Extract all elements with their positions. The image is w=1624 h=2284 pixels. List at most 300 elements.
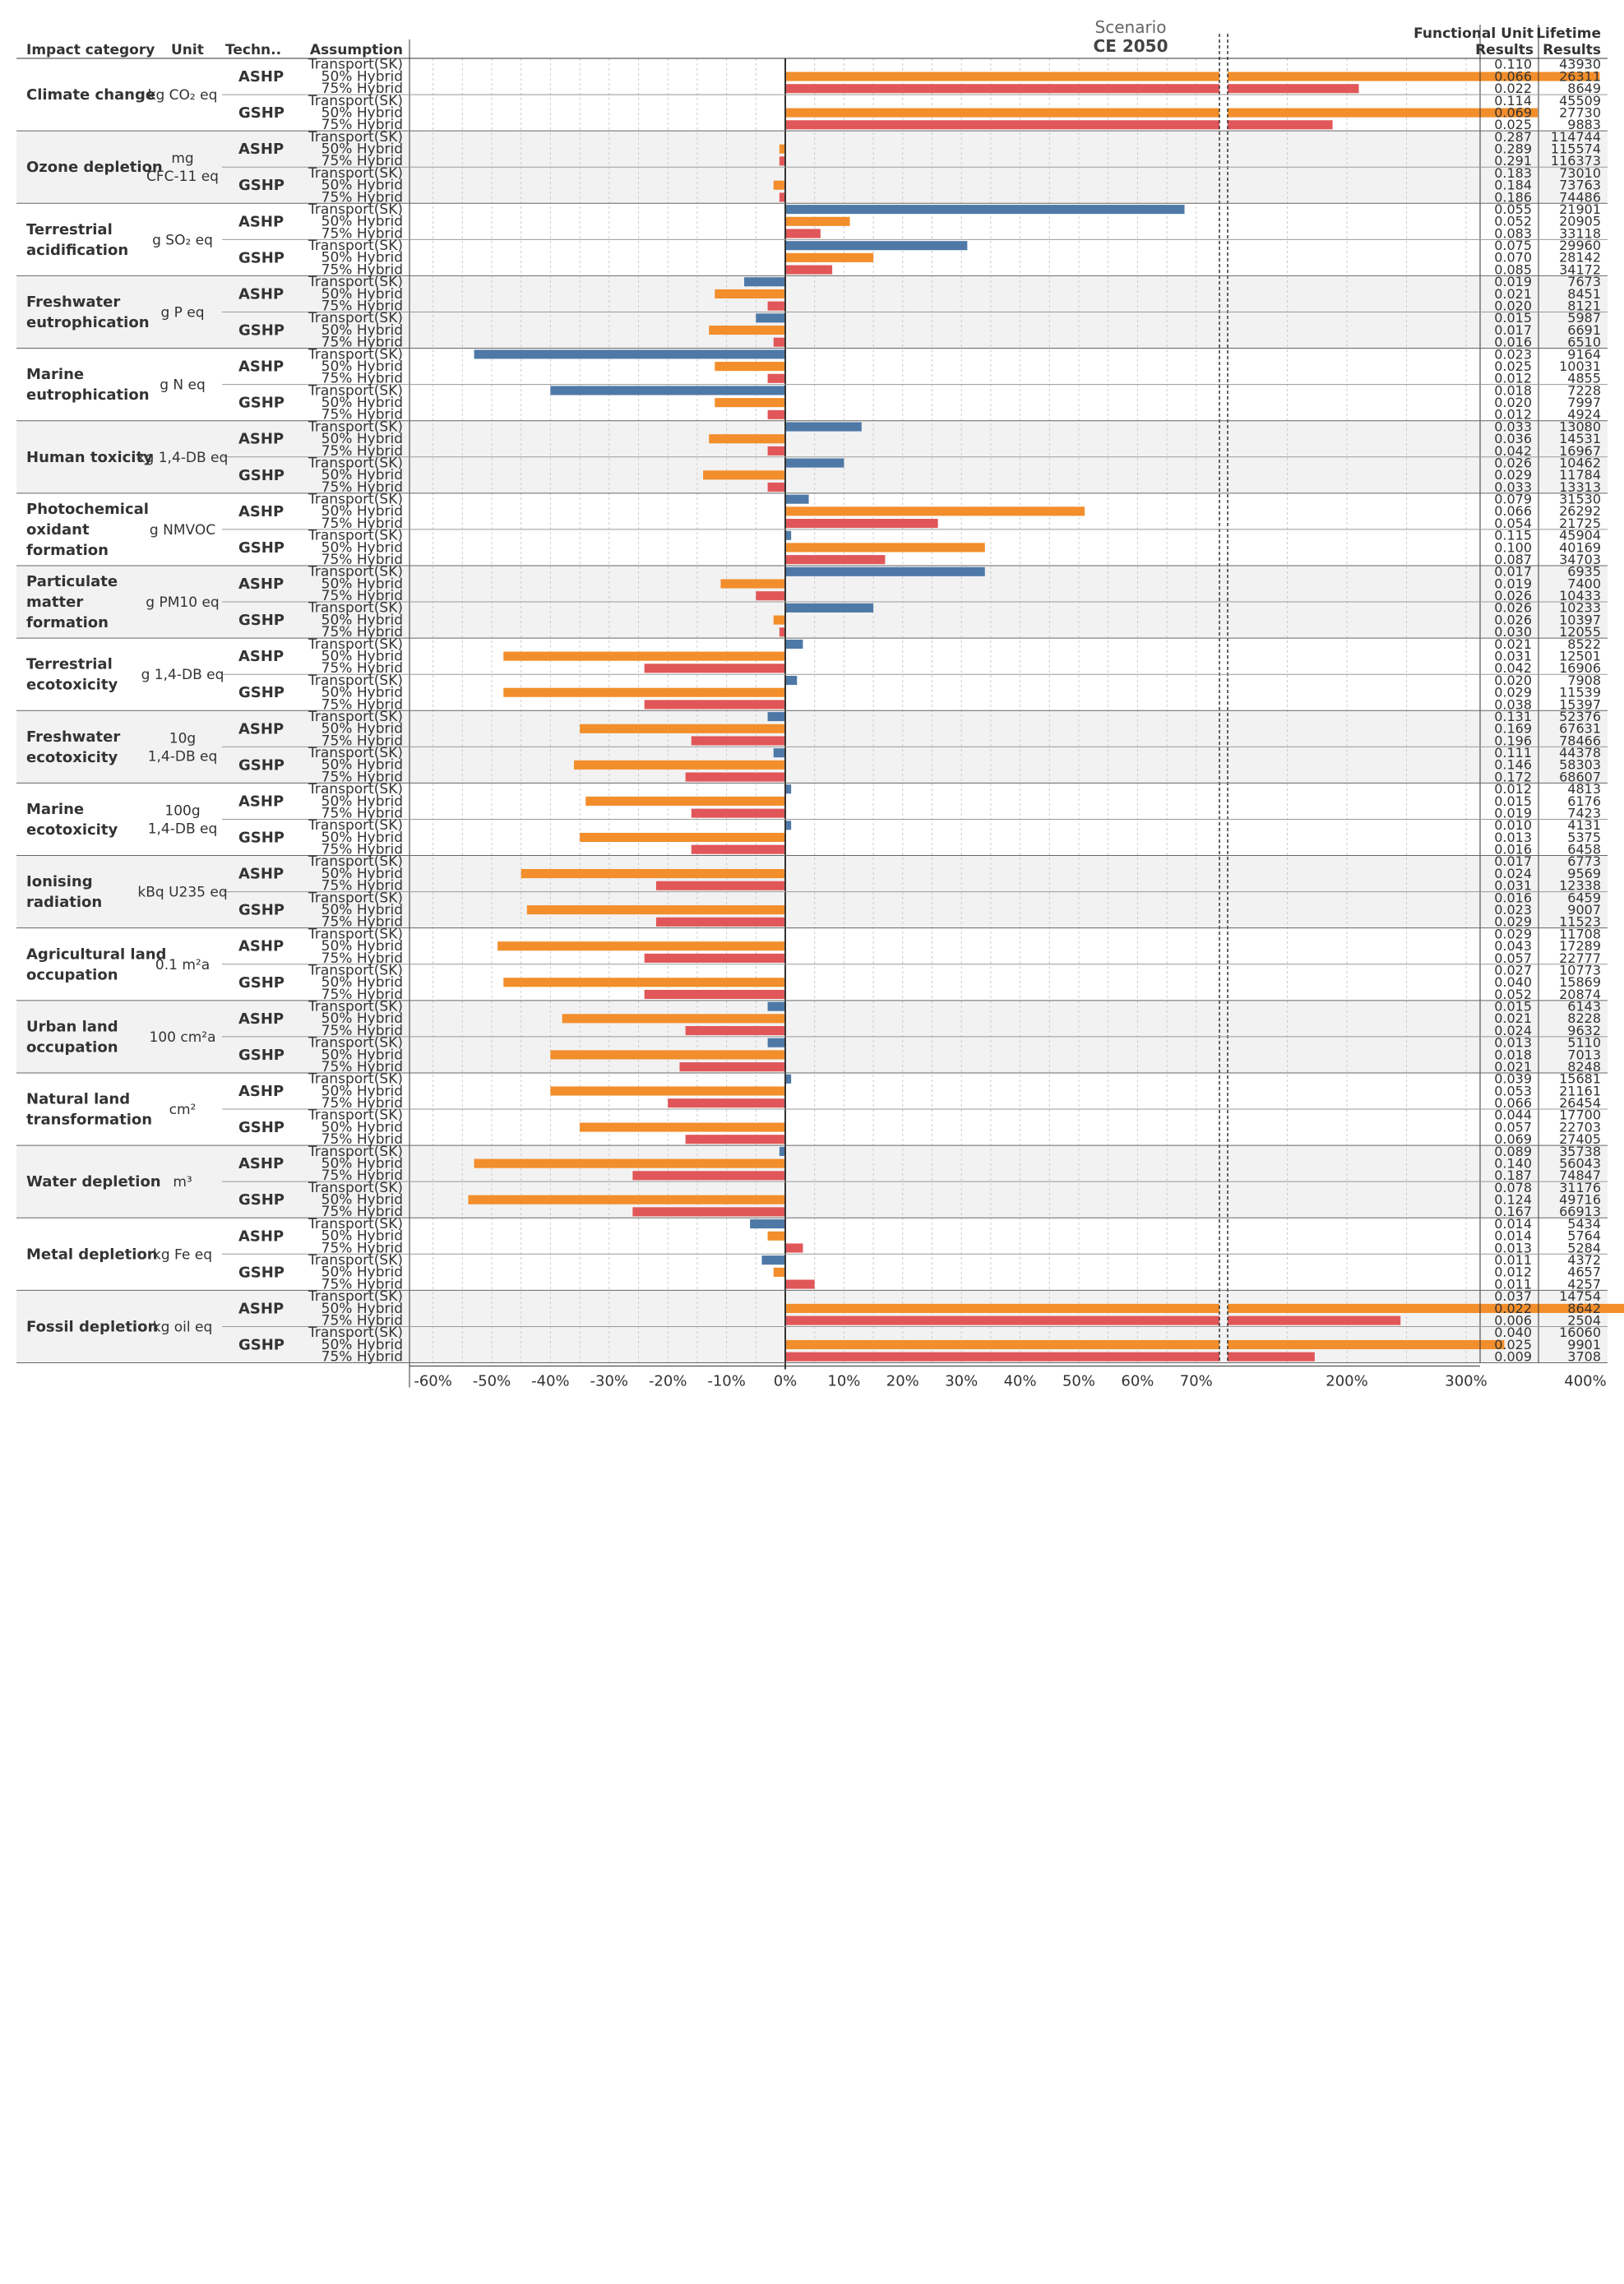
assumption-label: 75% Hybrid: [321, 841, 403, 858]
bar: [686, 1135, 785, 1144]
category-unit: 100g: [164, 802, 201, 820]
assumption-label: Transport(SK): [308, 926, 403, 943]
assumption-label: 50% Hybrid: [321, 1083, 403, 1100]
header-functional-unit-1: Functional Unit: [1413, 25, 1534, 42]
lifetime-value: 58303: [1559, 756, 1601, 773]
lifetime-value: 4924: [1567, 406, 1601, 423]
assumption-label: 50% Hybrid: [321, 358, 403, 375]
assumption-label: 50% Hybrid: [321, 1010, 403, 1028]
functional-unit-value: 0.014: [1494, 1228, 1532, 1244]
header-lifetime-1: Lifetime: [1536, 25, 1601, 42]
lifetime-value: 5987: [1567, 310, 1601, 326]
lifetime-value: 11539: [1559, 684, 1601, 700]
bar: [527, 905, 785, 914]
category-name: eutrophication: [26, 386, 150, 405]
lifetime-value: 10773: [1559, 962, 1601, 978]
category-name: eutrophication: [26, 313, 150, 331]
assumption-label: 75% Hybrid: [321, 515, 403, 532]
category-name: Freshwater: [26, 728, 121, 746]
assumption-label: 50% Hybrid: [321, 938, 403, 955]
technology-label: ASHP: [238, 502, 285, 520]
assumption-label: Transport(SK): [308, 1179, 403, 1196]
bar: [785, 266, 832, 275]
lifetime-value: 11784: [1559, 467, 1601, 483]
assumption-label: Transport(SK): [308, 164, 403, 182]
assumption-label: 75% Hybrid: [321, 1240, 403, 1257]
lifetime-value: 4257: [1567, 1276, 1601, 1292]
lifetime-value: 6935: [1567, 563, 1601, 580]
assumption-label: 50% Hybrid: [321, 1047, 403, 1064]
bar: [632, 1207, 785, 1216]
bar: [774, 748, 785, 757]
lifetime-value: 52376: [1559, 708, 1601, 724]
functional-unit-value: 0.019: [1494, 805, 1532, 821]
assumption-label: Transport(SK): [308, 1107, 403, 1124]
functional-unit-value: 0.111: [1494, 745, 1532, 761]
lifetime-value: 4813: [1567, 781, 1601, 798]
bar: [580, 1123, 785, 1132]
lifetime-value: 16967: [1559, 442, 1601, 459]
scenario-label: Scenario: [1094, 17, 1167, 37]
lifetime-value: 78466: [1559, 733, 1601, 749]
lifetime-value: 29960: [1559, 238, 1601, 254]
lifetime-value: 44378: [1559, 745, 1601, 761]
technology-label: ASHP: [238, 1300, 285, 1318]
category-unit: g 1,4-DB eq: [141, 667, 224, 684]
assumption-label: 75% Hybrid: [321, 769, 403, 786]
bar: [785, 495, 809, 504]
lifetime-value: 2504: [1567, 1312, 1601, 1329]
lifetime-value: 9164: [1567, 346, 1601, 363]
technology-label: ASHP: [238, 865, 285, 883]
functional-unit-value: 0.010: [1494, 817, 1532, 834]
bar: [785, 555, 885, 564]
technology-label: GSHP: [238, 1191, 285, 1209]
lifetime-value: 114744: [1550, 128, 1601, 145]
technology-label: ASHP: [238, 285, 285, 303]
functional-unit-value: 0.066: [1494, 68, 1532, 85]
category-name: Metal depletion: [26, 1246, 158, 1264]
bar: [715, 289, 785, 298]
assumption-label: Transport(SK): [308, 672, 403, 689]
functional-unit-value: 0.052: [1494, 213, 1532, 229]
functional-unit-value: 0.012: [1494, 1264, 1532, 1280]
lifetime-value: 13080: [1559, 418, 1601, 435]
x-tick-label: 70%: [1179, 1372, 1213, 1390]
bar: [703, 470, 785, 479]
functional-unit-value: 0.069: [1494, 1131, 1532, 1148]
bar: [656, 881, 785, 890]
functional-unit-value: 0.013: [1494, 1240, 1532, 1256]
assumption-label: 75% Hybrid: [321, 696, 403, 714]
bar: [785, 241, 967, 250]
x-tick-label: 60%: [1121, 1372, 1154, 1390]
assumption-label: Transport(SK): [308, 527, 403, 544]
category-name: formation: [26, 541, 109, 559]
assumption-label: 75% Hybrid: [321, 551, 403, 568]
lifetime-value: 26292: [1559, 503, 1601, 520]
bar: [715, 362, 785, 371]
category-unit: 1,4-DB eq: [147, 748, 218, 765]
lifetime-value: 35738: [1559, 1143, 1601, 1159]
category-name: formation: [26, 614, 109, 632]
lifetime-value: 8451: [1567, 285, 1601, 302]
lifetime-value: 15397: [1559, 696, 1601, 713]
functional-unit-value: 0.022: [1494, 1300, 1532, 1316]
bar: [550, 1050, 785, 1059]
technology-label: ASHP: [238, 213, 285, 231]
assumption-label: 75% Hybrid: [321, 334, 403, 351]
bar: [785, 205, 1185, 214]
bar: [785, 459, 844, 468]
category-unit: g P eq: [160, 304, 205, 321]
bar: [785, 519, 938, 528]
lifetime-value: 10397: [1559, 612, 1601, 628]
lifetime-value: 20905: [1559, 213, 1601, 229]
lifetime-value: 74486: [1559, 189, 1601, 206]
lifetime-value: 26454: [1559, 1095, 1601, 1112]
category-name: Human toxicity: [26, 448, 153, 466]
category-unit: mg: [171, 150, 194, 168]
bar: [497, 941, 785, 950]
functional-unit-value: 0.017: [1494, 321, 1532, 338]
assumption-label: 75% Hybrid: [321, 1348, 403, 1366]
x-tick-label: 400%: [1564, 1372, 1607, 1390]
functional-unit-value: 0.023: [1494, 346, 1532, 363]
lifetime-value: 116373: [1550, 153, 1601, 169]
bar: [1228, 109, 1538, 118]
functional-unit-value: 0.026: [1494, 599, 1532, 616]
assumption-label: 75% Hybrid: [321, 189, 403, 206]
x-tick-label: 10%: [827, 1372, 861, 1390]
technology-label: ASHP: [238, 648, 285, 666]
category-name: occupation: [26, 966, 118, 984]
lifetime-value: 115574: [1550, 141, 1601, 157]
functional-unit-value: 0.043: [1494, 938, 1532, 955]
lifetime-value: 8248: [1567, 1058, 1601, 1075]
functional-unit-value: 0.029: [1494, 684, 1532, 700]
assumption-label: Transport(SK): [308, 128, 403, 146]
lifetime-value: 7908: [1567, 672, 1601, 688]
lifetime-value: 8642: [1567, 1300, 1601, 1316]
lifetime-value: 5284: [1567, 1240, 1601, 1256]
lifetime-value: 6773: [1567, 853, 1601, 870]
lifetime-value: 22703: [1559, 1119, 1601, 1135]
bar: [785, 253, 873, 262]
assumption-label: Transport(SK): [308, 1070, 403, 1088]
assumption-label: 75% Hybrid: [321, 624, 403, 641]
lifetime-value: 26311: [1559, 68, 1601, 85]
assumption-label: Transport(SK): [308, 817, 403, 835]
lifetime-value: 10433: [1559, 588, 1601, 604]
assumption-label: 75% Hybrid: [321, 1058, 403, 1075]
assumption-label: 50% Hybrid: [321, 1155, 403, 1172]
bar: [679, 1062, 785, 1071]
functional-unit-value: 0.025: [1494, 117, 1532, 133]
functional-unit-value: 0.110: [1494, 56, 1532, 72]
lifetime-value: 21901: [1559, 201, 1601, 217]
lifetime-value: 9007: [1567, 901, 1601, 918]
assumption-label: Transport(SK): [308, 708, 403, 725]
assumption-label: 75% Hybrid: [321, 298, 403, 315]
functional-unit-value: 0.029: [1494, 467, 1532, 483]
technology-label: GSHP: [238, 104, 285, 123]
technology-label: ASHP: [238, 68, 285, 86]
functional-unit-value: 0.021: [1494, 1010, 1532, 1027]
functional-unit-value: 0.040: [1494, 974, 1532, 991]
assumption-label: 75% Hybrid: [321, 1204, 403, 1221]
assumption-label: 50% Hybrid: [321, 104, 403, 122]
functional-unit-value: 0.014: [1494, 1215, 1532, 1232]
functional-unit-value: 0.037: [1494, 1288, 1532, 1305]
functional-unit-value: 0.083: [1494, 225, 1532, 242]
category-name: matter: [26, 594, 84, 612]
x-tick-label: 50%: [1062, 1372, 1096, 1390]
technology-label: GSHP: [238, 466, 285, 484]
functional-unit-value: 0.057: [1494, 950, 1532, 966]
lifetime-value: 28142: [1559, 249, 1601, 266]
functional-unit-value: 0.015: [1494, 998, 1532, 1015]
category-unit: kg CO₂ eq: [147, 87, 218, 104]
bar: [785, 1243, 803, 1252]
functional-unit-value: 0.015: [1494, 793, 1532, 809]
category-name: Terrestrial: [26, 220, 113, 238]
bar: [785, 640, 803, 649]
category-name: acidification: [26, 241, 129, 259]
functional-unit-value: 0.019: [1494, 274, 1532, 290]
technology-label: GSHP: [238, 973, 285, 992]
functional-unit-value: 0.023: [1494, 901, 1532, 918]
functional-unit-value: 0.169: [1494, 720, 1532, 737]
functional-unit-value: 0.020: [1494, 672, 1532, 688]
functional-unit-value: 0.021: [1494, 636, 1532, 652]
lifetime-value: 4657: [1567, 1264, 1601, 1280]
category-name: ecotoxicity: [26, 676, 118, 694]
lifetime-value: 56043: [1559, 1155, 1601, 1172]
bar: [692, 736, 785, 745]
lifetime-value: 6143: [1567, 998, 1601, 1015]
functional-unit-value: 0.053: [1494, 1083, 1532, 1099]
lifetime-value: 31176: [1559, 1179, 1601, 1195]
functional-unit-value: 0.075: [1494, 238, 1532, 254]
functional-unit-value: 0.184: [1494, 177, 1532, 193]
technology-label: ASHP: [238, 141, 285, 159]
category-name: transformation: [26, 1111, 153, 1129]
lifetime-value: 22777: [1559, 950, 1601, 966]
bar: [709, 326, 785, 335]
lifetime-value: 74847: [1559, 1167, 1601, 1184]
functional-unit-value: 0.052: [1494, 986, 1532, 1002]
assumption-label: Transport(SK): [308, 274, 403, 291]
lifetime-value: 40169: [1559, 539, 1601, 556]
functional-unit-value: 0.029: [1494, 926, 1532, 942]
bar: [785, 1316, 1219, 1325]
assumption-label: Transport(SK): [308, 1288, 403, 1306]
assumption-label: 75% Hybrid: [321, 1095, 403, 1112]
functional-unit-value: 0.026: [1494, 588, 1532, 604]
assumption-label: Transport(SK): [308, 781, 403, 798]
lifetime-value: 8649: [1567, 81, 1601, 97]
category-name: Marine: [26, 800, 85, 818]
functional-unit-value: 0.027: [1494, 962, 1532, 978]
technology-label: GSHP: [238, 1264, 285, 1282]
functional-unit-value: 0.100: [1494, 539, 1532, 556]
bar: [768, 1038, 785, 1047]
technology-label: ASHP: [238, 358, 285, 376]
category-name: Particulate: [26, 573, 118, 591]
bar: [521, 869, 785, 878]
lifetime-value: 34172: [1559, 261, 1601, 278]
assumption-label: 50% Hybrid: [321, 756, 403, 774]
functional-unit-value: 0.131: [1494, 708, 1532, 724]
lifetime-value: 9883: [1567, 117, 1601, 133]
lifetime-value: 31530: [1559, 491, 1601, 507]
technology-label: ASHP: [238, 720, 285, 738]
x-tick-label: -40%: [531, 1372, 570, 1390]
bar: [668, 1098, 785, 1107]
assumption-label: Transport(SK): [308, 853, 403, 871]
lifetime-value: 33118: [1559, 225, 1601, 242]
lifetime-value: 73010: [1559, 164, 1601, 181]
assumption-label: Transport(SK): [308, 382, 403, 400]
functional-unit-value: 0.009: [1494, 1348, 1532, 1365]
functional-unit-value: 0.018: [1494, 1047, 1532, 1063]
functional-unit-value: 0.124: [1494, 1191, 1532, 1208]
assumption-label: Transport(SK): [308, 201, 403, 218]
lifetime-value: 16060: [1559, 1325, 1601, 1341]
assumption-label: 50% Hybrid: [321, 1228, 403, 1245]
technology-label: GSHP: [238, 177, 285, 195]
assumption-label: 50% Hybrid: [321, 539, 403, 557]
bar: [692, 809, 785, 818]
bar: [645, 954, 785, 963]
bar: [756, 591, 785, 600]
assumption-label: 75% Hybrid: [321, 225, 403, 243]
category-name: Urban land: [26, 1018, 118, 1036]
technology-label: GSHP: [238, 1046, 285, 1064]
lifetime-value: 3708: [1567, 1348, 1601, 1365]
assumption-label: 50% Hybrid: [321, 321, 403, 339]
functional-unit-value: 0.016: [1494, 890, 1532, 906]
bar: [768, 410, 785, 419]
assumption-label: 75% Hybrid: [321, 877, 403, 895]
assumption-label: 75% Hybrid: [321, 117, 403, 134]
assumption-label: 50% Hybrid: [321, 793, 403, 810]
technology-label: GSHP: [238, 539, 285, 557]
bar: [1228, 1340, 1504, 1349]
functional-unit-value: 0.036: [1494, 431, 1532, 447]
functional-unit-value: 0.030: [1494, 624, 1532, 640]
assumption-label: 50% Hybrid: [321, 467, 403, 484]
assumption-label: Transport(SK): [308, 998, 403, 1015]
functional-unit-value: 0.025: [1494, 1336, 1532, 1352]
functional-unit-value: 0.167: [1494, 1204, 1532, 1220]
category-name: Ionising: [26, 873, 93, 891]
functional-unit-value: 0.040: [1494, 1325, 1532, 1341]
bar: [761, 1255, 785, 1265]
x-tick-label: -30%: [590, 1372, 629, 1390]
header-functional-unit-2: Results: [1475, 42, 1534, 58]
functional-unit-value: 0.020: [1494, 298, 1532, 314]
bar: [503, 652, 785, 661]
bar: [1228, 1316, 1400, 1325]
bar: [774, 338, 785, 347]
bar: [774, 1268, 785, 1277]
bar: [785, 120, 1219, 129]
assumption-label: 75% Hybrid: [321, 261, 403, 279]
bar: [550, 386, 785, 395]
category-name: Climate change: [26, 86, 156, 104]
assumption-label: 50% Hybrid: [321, 141, 403, 158]
assumption-label: 75% Hybrid: [321, 913, 403, 931]
lifetime-value: 7423: [1567, 805, 1601, 821]
functional-unit-value: 0.006: [1494, 1312, 1532, 1329]
category-unit: kBq U235 eq: [137, 884, 228, 901]
technology-label: GSHP: [238, 829, 285, 847]
assumption-label: 75% Hybrid: [321, 153, 403, 170]
header-assumption: Assumption: [309, 42, 403, 58]
functional-unit-value: 0.016: [1494, 334, 1532, 350]
functional-unit-value: 0.031: [1494, 877, 1532, 894]
lifetime-value: 15869: [1559, 974, 1601, 991]
lifetime-value: 7228: [1567, 382, 1601, 399]
bar: [645, 700, 785, 709]
category-unit: kg oil eq: [152, 1319, 213, 1336]
lifetime-value: 10233: [1559, 599, 1601, 616]
bar: [785, 1279, 815, 1288]
assumption-label: 50% Hybrid: [321, 503, 403, 520]
x-tick-label: 20%: [886, 1372, 919, 1390]
x-tick-label: -20%: [648, 1372, 687, 1390]
functional-unit-value: 0.026: [1494, 455, 1532, 471]
bar: [785, 603, 873, 613]
bar: [768, 1002, 785, 1011]
functional-unit-value: 0.042: [1494, 660, 1532, 677]
x-tick-label: -50%: [472, 1372, 511, 1390]
bar: [785, 217, 850, 226]
functional-unit-value: 0.012: [1494, 781, 1532, 798]
category-unit: cm²: [169, 1102, 197, 1119]
assumption-label: Transport(SK): [308, 346, 403, 363]
technology-label: GSHP: [238, 684, 285, 702]
bar: [1228, 72, 1599, 81]
lifetime-value: 27730: [1559, 104, 1601, 121]
lifetime-value: 9901: [1567, 1336, 1601, 1352]
bar: [780, 627, 785, 636]
lifetime-value: 11523: [1559, 913, 1601, 930]
functional-unit-value: 0.017: [1494, 563, 1532, 580]
functional-unit-value: 0.033: [1494, 418, 1532, 435]
lifetime-value: 8228: [1567, 1010, 1601, 1027]
bar: [468, 1195, 785, 1204]
assumption-label: Transport(SK): [308, 1215, 403, 1232]
assumption-label: Transport(SK): [308, 1034, 403, 1052]
category-name: Freshwater: [26, 293, 121, 311]
bar: [656, 918, 785, 927]
bar: [580, 833, 785, 842]
lifetime-value: 14531: [1559, 431, 1601, 447]
functional-unit-value: 0.013: [1494, 1034, 1532, 1051]
bar: [562, 1014, 785, 1023]
bar: [632, 1171, 785, 1180]
assumption-label: 75% Hybrid: [321, 81, 403, 98]
lifetime-value: 4131: [1567, 817, 1601, 834]
lifetime-value: 67631: [1559, 720, 1601, 737]
lifetime-value: 43930: [1559, 56, 1601, 72]
x-tick-label: 0%: [773, 1372, 798, 1390]
assumption-label: 75% Hybrid: [321, 1312, 403, 1329]
assumption-label: 75% Hybrid: [321, 1022, 403, 1039]
